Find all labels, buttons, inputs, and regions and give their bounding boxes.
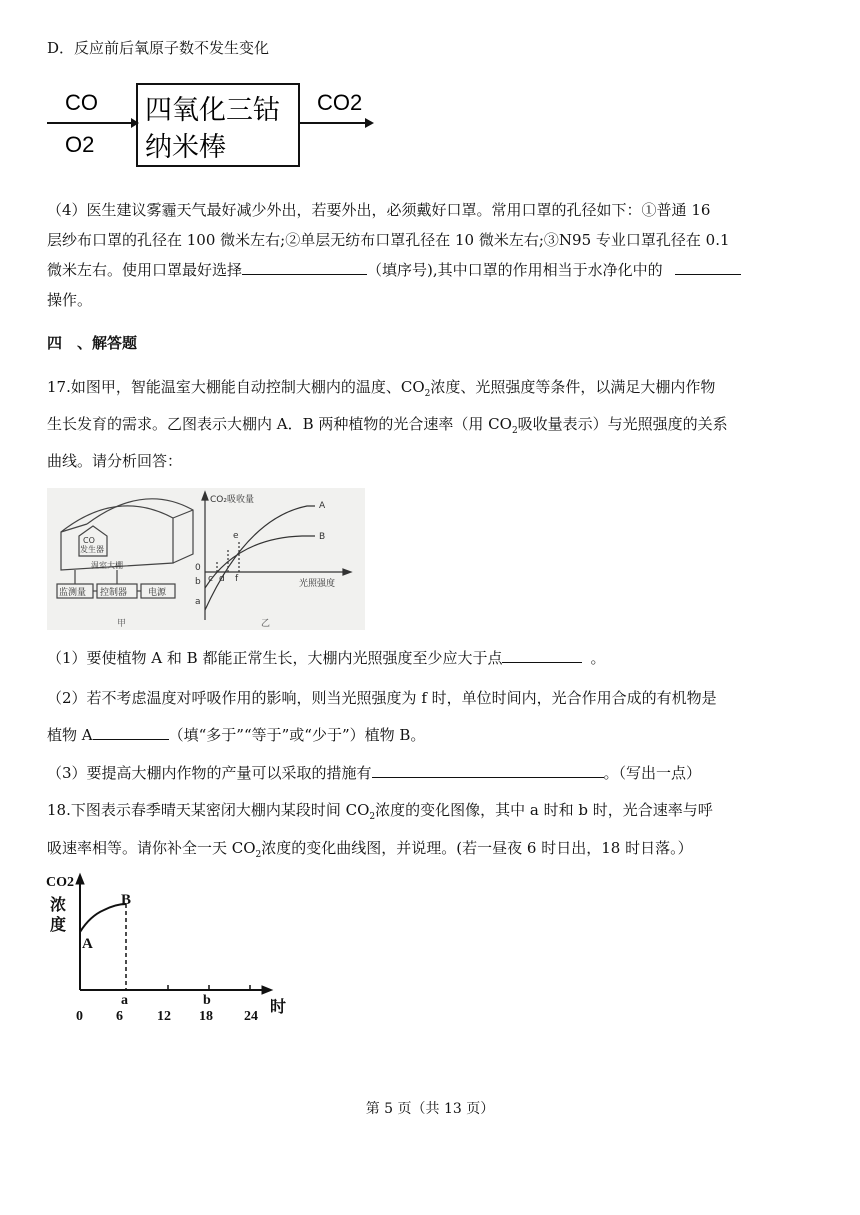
svg-text:CO: CO xyxy=(83,536,95,545)
svg-text:6: 6 xyxy=(116,1009,123,1024)
q17-line-1: 17.如图甲，智能温室大棚能自动控制大棚内的温度、$CO_2$浓度、光照强度等条件，以满足大棚内作物 xyxy=(47,378,716,399)
svg-text:监测量: 监测量 xyxy=(59,588,87,598)
q17-line-2: 生长发育的需求。乙图表示大棚内 A．B 两种植物的光合速率（用 $CO_2$吸收量表示）与光照强度的关系 xyxy=(47,415,728,436)
svg-text:电源: 电源 xyxy=(148,588,167,598)
q17-sub-3: （3）要提高大棚内作物的产量可以采取的措施有 。（写出一点） xyxy=(47,764,702,782)
svg-text:控制器: 控制器 xyxy=(100,588,128,598)
svg-text:c: c xyxy=(208,574,213,584)
q4-line-3: 微米左右。使用口罩最好选择 （填序号),其中口罩的作用相当于水净化中的 xyxy=(47,260,741,280)
svg-text:A: A xyxy=(319,501,326,511)
svg-text:B: B xyxy=(319,532,326,542)
catalyst-line1: 四氧化三钴 xyxy=(145,95,280,126)
section-title: 四 、解答题 xyxy=(47,334,138,352)
svg-text:18: 18 xyxy=(199,1009,213,1024)
q4-line-4: 操作。 xyxy=(47,291,93,309)
svg-text:d: d xyxy=(219,574,225,584)
q17-sub-1: （1）要使植物 A 和 B 都能正常生长，大棚内光照强度至少应大于点 。 xyxy=(47,649,606,667)
q18-line-1: 18.下图表示春季晴天某密闭大棚内某段时间 $CO_2$浓度的变化图像，其中 a 时和 b 时，光合速率与呼 xyxy=(47,801,713,822)
q17-line-3: 曲线。请分析回答： xyxy=(47,452,183,470)
svg-text:光照强度: 光照强度 xyxy=(299,579,336,589)
q17-sub-2b: 植物 A （填“多于”“等于”或“少于”）植物 B。 xyxy=(47,726,426,744)
svg-text:B: B xyxy=(121,892,132,908)
svg-text:b: b xyxy=(195,577,201,587)
co2-curve xyxy=(80,904,126,932)
output-co2: CO2 xyxy=(317,90,363,115)
input-co: CO xyxy=(65,90,98,115)
svg-text:A: A xyxy=(82,936,93,952)
greenhouse-figure xyxy=(47,488,365,630)
option-d: D．反应前后氧原子数不发生变化 xyxy=(47,39,270,57)
page-footer: 第 5 页（共 13 页） xyxy=(365,1101,495,1117)
input-o2: O2 xyxy=(65,132,95,157)
q4-line-2: 层纱布口罩的孔径在 100 微米左右;②单层无纺布口罩孔径在 10 微米左右;③N95 专业口罩孔径在 0.1 xyxy=(47,231,730,249)
q17-sub-2: （2）若不考虑温度对呼吸作用的影响，则当光照强度为 f 时，单位时间内，光合作用合成的有机物是 xyxy=(47,689,717,707)
svg-text:a: a xyxy=(121,993,128,1008)
svg-text:f: f xyxy=(235,574,239,584)
svg-text:CO2: CO2 xyxy=(46,875,74,890)
svg-text:12: 12 xyxy=(157,1009,171,1024)
svg-text:a: a xyxy=(195,597,201,607)
svg-text:CO₂吸收量: CO₂吸收量 xyxy=(210,495,254,505)
svg-text:甲: 甲 xyxy=(117,619,127,629)
q4-answer-blank-1[interactable] xyxy=(242,260,367,275)
co2-concentration-graph xyxy=(44,872,294,1027)
svg-text:时: 时 xyxy=(270,999,287,1016)
svg-text:0: 0 xyxy=(76,1009,83,1024)
svg-text:温室大棚: 温室大棚 xyxy=(91,561,123,570)
svg-text:e: e xyxy=(233,531,239,541)
svg-text:浓: 浓 xyxy=(50,897,67,914)
catalyst-line2: 纳米棒 xyxy=(145,132,226,163)
svg-text:乙: 乙 xyxy=(261,619,271,629)
q17-blank-3[interactable] xyxy=(372,763,604,778)
svg-text:发生器: 发生器 xyxy=(80,545,104,554)
q18-line-2: 吸速率相等。请你补全一天 $CO_2$浓度的变化曲线图，并说理。(若一昼夜 6 时日出，18 时日落。） xyxy=(47,839,693,860)
svg-text:度: 度 xyxy=(50,917,67,934)
q4-line-1: （4）医生建议雾霾天气最好减少外出，若要外出，必须戴好口罩。常用口罩的孔径如下：①普通 16 xyxy=(47,201,711,219)
svg-text:b: b xyxy=(203,993,211,1008)
svg-text:24: 24 xyxy=(244,1009,258,1024)
reaction-diagram xyxy=(47,82,377,170)
q17-blank-2[interactable] xyxy=(93,725,169,740)
q4-answer-blank-2[interactable] xyxy=(675,260,741,275)
svg-text:0: 0 xyxy=(195,563,201,573)
q17-blank-1[interactable] xyxy=(502,648,582,663)
